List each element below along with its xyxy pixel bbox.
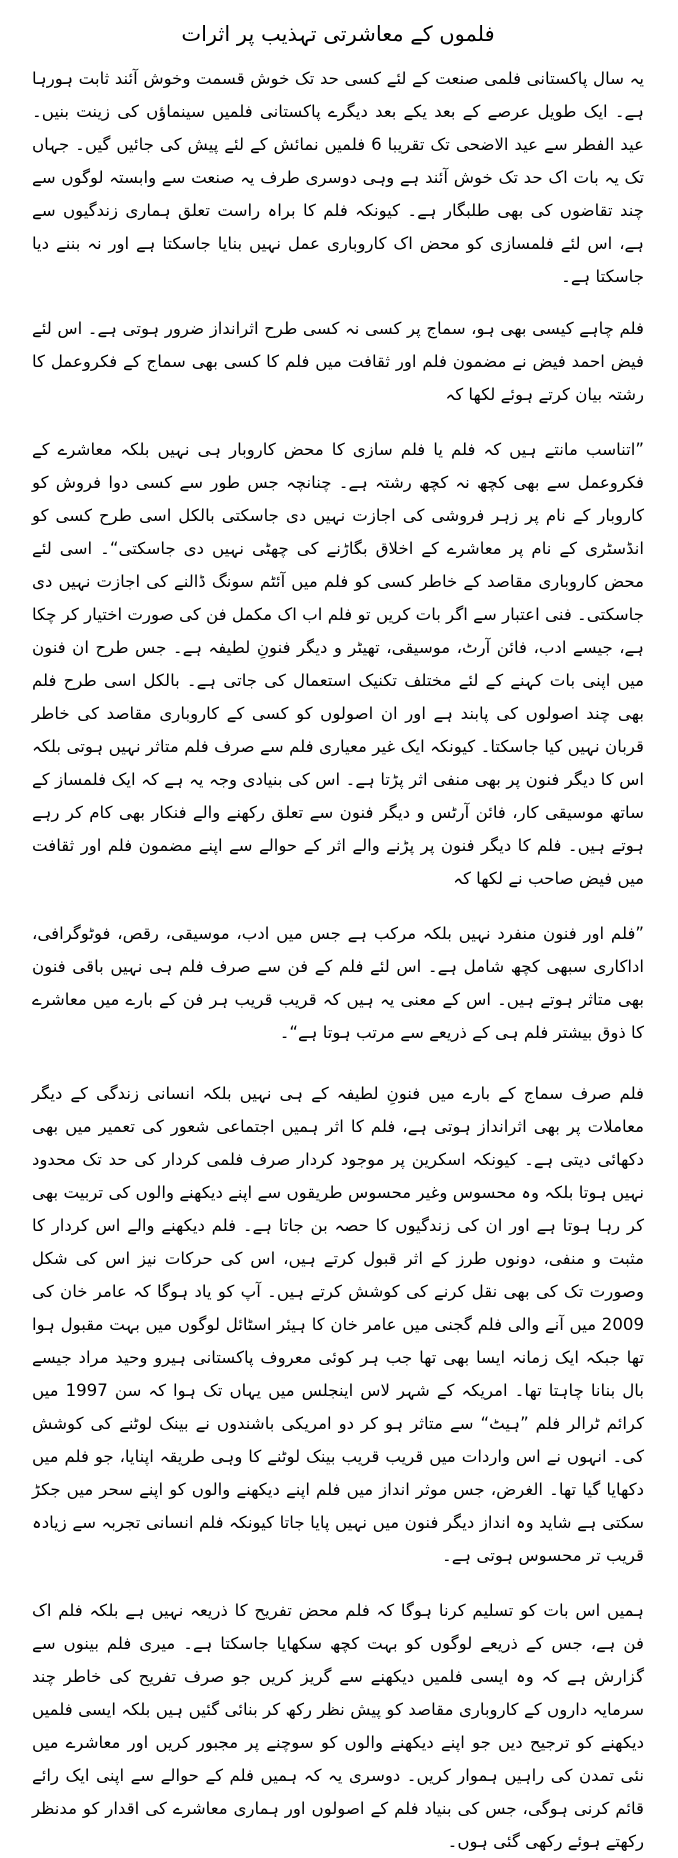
article-title: فلموں کے معاشرتی تہذیب پر اثرات	[181, 22, 495, 46]
article-paragraph-quote-business: ”اتناسب مانتے ہیں کہ فلم یا فلم سازی کا محض کاروبار ہی نہیں بلکہ معاشرے کے فکروعمل سے بھی کچھ نہ کچھ رشتہ ہے۔ چنانچہ جس طور سے کسی دوا فروش کو کاروبار کے نام پر زہر فروشی کی اجازت نہیں دی جاسکتی بالکل اسی طرح کسی کو انڈسٹری کے نام پر معاشرے کے اخلاق بگاڑنے کی چھٹی نہیں دی جاسکتی“۔ اسی لئے محض کاروباری مقاصد کے خاطر کسی کو فلم میں آئٹم سونگ ڈالنے کی اجازت نہیں دی جاسکتی۔ فنی اعتبار سے اگر بات کریں تو فلم اب اک مکمل فن کی صورت اختیار کر چکا ہے، جیسے ادب، فائن آرٹ، موسیقی، تھیٹر و دیگر فنونِ لطیفہ ہے۔ جس طرح ان فنون میں اپنی بات کہنے کے لئے مختلف تکنیک استعمال کی جاتی ہے۔ بالکل اسی طرح فلم بھی چند اصولوں کی پابند ہے اور ان اصولوں کو کسی کے کاروباری مقاصد کی خاطر قربان نہیں کیا جاسکتا۔ کیونکہ ایک غیر معیاری فلم سے صرف فلم متاثر نہیں ہوتی بلکہ اس کا دیگر فنون پر بھی منفی اثر پڑتا ہے۔ اس کی بنیادی وجہ یہ ہے کہ ایک فلمساز کے ساتھ موسیقی کار، فائن آرٹس و دیگر فنون سے تعلق رکھنے والے فنکار بھی کام کر رہے ہوتے ہیں۔ فلم کا دیگر فنون پر پڑنے والے اثر کے حوالے سے اپنے مضمون فلم اور ثقافت میں فیض صاحب نے لکھا کہ	[32, 440, 644, 888]
article-paragraph-quote-arts: ”فلم اور فنون منفرد نہیں بلکہ مرکب ہے جس میں ادب، موسیقی، رقص، فوٹوگرافی، اداکاری سبھی کچھ شامل ہے۔ اس لئے فلم کے فن سے صرف فلم ہی نہیں باقی فنون بھی متاثر ہوتے ہیں۔ اس کے معنی یہ ہیں کہ قریب قریب ہر فن کے بارے میں معاشرے کا ذوق بیشتر فلم ہی کے ذریعے سے مرتب ہوتا ہے“۔	[32, 924, 644, 1042]
article-paragraph-intro: یہ سال پاکستانی فلمی صنعت کے لئے کسی حد تک خوش قسمت وخوش آئند ثابت ہورہا ہے۔ ایک طویل عرصے کے بعد یکے بعد دیگرے پاکستانی فلمیں سینماؤں کی زینت بنیں۔ عید الفطر سے عید الاضحی تک تقریبا 6 فلمیں نمائش کے لئے پیش کی جائیں گیں۔ جہاں تک یہ بات اک حد تک خوش آئند ہے وہی دوسری طرف یہ صنعت سے وابستہ لوگوں سے چند تقاضوں کی بھی طلبگار ہے۔ کیونکہ فلم کا براہ راست تعلق ہماری زندگیوں سے ہے، اس لئے فلمسازی کو محض اک کاروباری عمل نہیں بنایا جاسکتا ہے اور نہ بننے دیا جاسکتا ہے۔	[32, 69, 644, 286]
article-paragraph-conclusion: ہمیں اس بات کو تسلیم کرنا ہوگا کہ فلم محض تفریح کا ذریعہ نہیں ہے بلکہ فلم اک فن ہے، جس کے ذریعے لوگوں کو بہت کچھ سکھایا جاسکتا ہے۔ میری فلم بینوں سے گزارش ہے کہ وہ ایسی فلمیں دیکھنے سے گریز کریں جو صرف تفریح کی خاطر چند سرمایہ داروں کے کاروباری مقاصد کو پیش نظر رکھ کر بنائی گئیں ہیں بلکہ ایسی فلمیں دیکھنے کو ترجیح دیں جو اپنے دیکھنے والوں کو سوچنے پر مجبور کریں اور معاشرے میں نئی تمدن کی راہیں ہموار کریں۔ دوسری یہ کہ ہمیں فلم کے حوالے سے اپنی ایک رائے قائم کرنی ہوگی، جس کی بنیاد فلم کے اصولوں اور ہماری معاشرے کی اقدار کو مدنظر رکھتے ہوئے رکھی گئی ہوں۔	[32, 1601, 644, 1851]
article-paragraph-society-influence: فلم صرف سماج کے بارے میں فنونِ لطیفہ کے ہی نہیں بلکہ انسانی زندگی کے دیگر معاملات پر بھی اثرانداز ہوتی ہے، فلم کا اثر ہمیں اجتماعی شعور کی تعمیر میں بھی دکھائی دیتی ہے۔ کیونکہ اسکرین پر موجود کردار صرف فلمی کردار کی حد تک محدود نہیں ہوتا بلکہ وہ محسوس وغیر محسوس طریقوں سے اپنے دیکھنے والوں کی تربیت بھی کر رہا ہوتا ہے اور ان کی زندگیوں کا حصہ بن جاتا ہے۔ فلم دیکھنے والے اس کردار کا مثبت و منفی، دونوں طرز کے اثر قبول کرتے ہیں، اس کی حرکات نیز اس کی شکل وصورت تک کی بھی نقل کرنے کی کوشش کرتے ہیں۔ آپ کو یاد ہوگا کہ عامر خان کی 2009 میں آنے والی فلم گجنی میں عامر خان کا ہیئر اسٹائل لوگوں میں بہت مقبول ہوا تھا جبکہ ایک زمانہ ایسا بھی تھا جب ہر کوئی معروف پاکستانی ہیرو وحید مراد جیسے بال بنانا چاہتا تھا۔ امریکہ کے شہر لاس اینجلس میں یہاں تک ہوا کہ سن 1997 میں کرائم ٹرالر فلم ”ہیٹ“ سے متاثر ہو کر دو امریکی باشندوں نے بینک لوٹنے کی کوشش کی۔ انہوں نے اس واردات میں قریب قریب بینک لوٹنے کا وہی طریقہ اپنایا، جو فلم میں دکھایا گیا تھا۔ الغرض، جس موثر انداز میں فلم اپنے دیکھنے والوں کو اپنے سحر میں جکڑ سکتی ہے شاید وہ انداز دیگر فنون میں نہیں پایا جاتا کیونکہ فلم انسانی تجربہ سے زیادہ قریب تر محسوس ہوتی ہے۔	[32, 1084, 644, 1565]
article-paragraph-faiz-intro: فلم چاہے کیسی بھی ہو، سماج پر کسی نہ کسی طرح اثرانداز ضرور ہوتی ہے۔ اس لئے فیض احمد فیض نے مضمون فلم اور ثقافت میں فلم کا کسی بھی سماج کے فکروعمل کا رشتہ بیان کرتے ہوئے لکھا کہ	[32, 319, 644, 404]
